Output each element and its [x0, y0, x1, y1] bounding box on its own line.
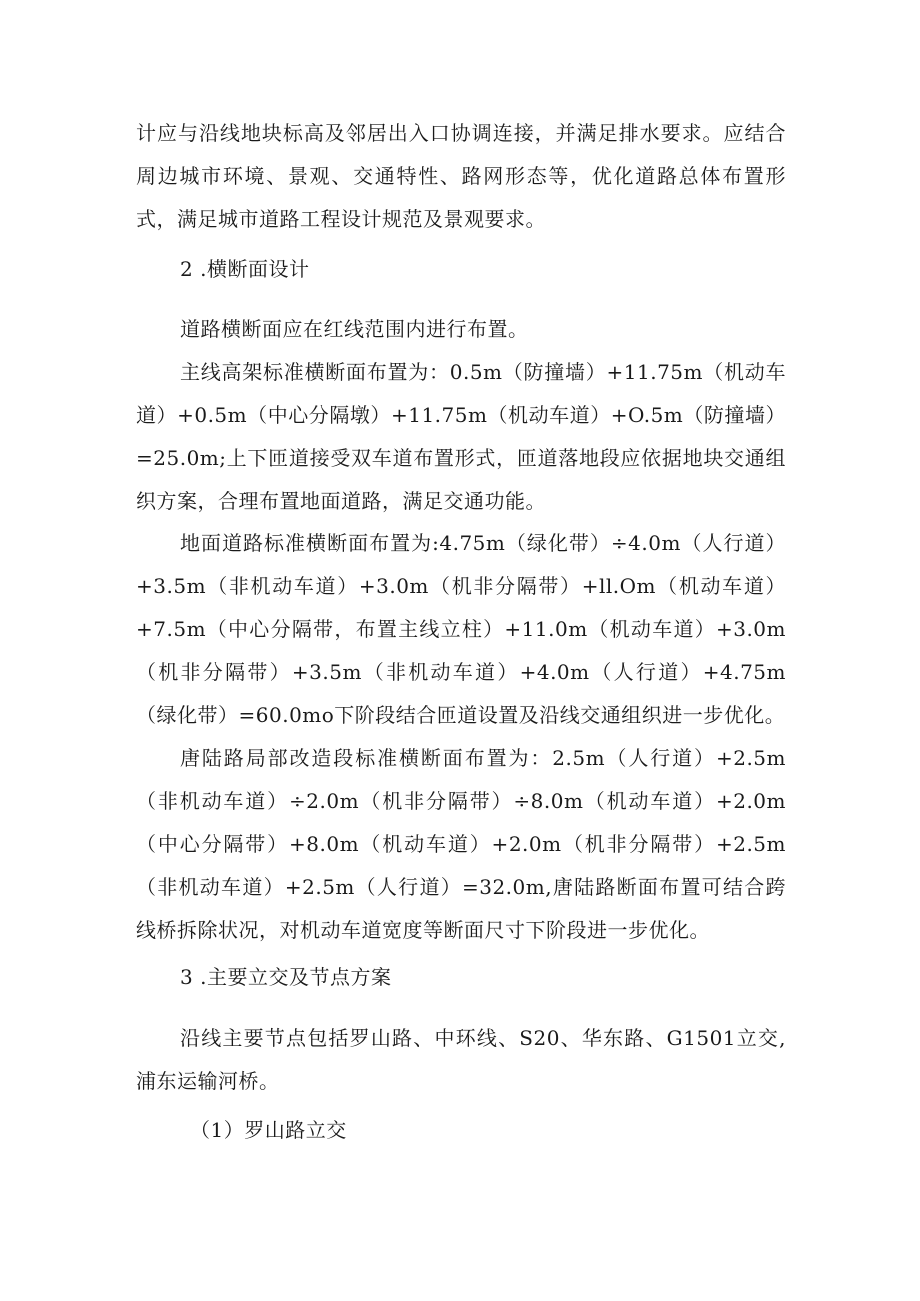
paragraph-main-nodes: 沿线主要节点包括罗山路、中环线、S20、华东路、G1501立交,浦东运输河桥。 — [136, 1026, 786, 1093]
paragraph-elevated-cross-section: 主线高架标准横断面布置为：0.5m（防撞墙）+11.75m（机动车道）+0.5m（中心分隔墩）+11.75m（机动车道）+O.5m（防撞墙）=25.0m;上下匝道接受双车道布置形式，匝道落地段应依据地块交通组织方案，合理布置地面道路，满足交通功能。 — [136, 360, 786, 513]
subheading-luoshan-interchange: （1）罗山路立交 — [190, 1118, 347, 1142]
paragraph-ground-road-cross-section: 地面道路标准横断面布置为:4.75m（绿化带）÷4.0m（人行道）+3.5m（非机动车道）+3.0m（机非分隔带）+ll.Om（机动车道）+7.5m（中心分隔带，布置主线立柱）+11.0m（机动车道）+3.0m（机非分隔带）+3.5m（非机动车道）+4.0m（人行道）+4.75m（绿化带）=60.0mo下阶段结合匝道设置及沿线交通组织进一步优化。 — [136, 531, 786, 727]
paragraph-tanglu-road-cross-section: 唐陆路局部改造段标准横断面布置为：2.5m（人行道）+2.5m（非机动车道）÷2.0m（机非分隔带）÷8.0m（机动车道）+2.0m（中心分隔带）+8.0m（机动车道）+2.0m（机非分隔带）+2.5m（非机动车道）+2.5m（人行道）=32.0m,唐陆路断面布置可结合跨线桥拆除状况，对机动车道宽度等断面尺寸下阶段进一步优化。 — [136, 746, 786, 942]
section-heading-interchanges: 3 .主要立交及节点方案 — [180, 965, 392, 989]
paragraph-drainage-layout: 计应与沿线地块标高及邻居出入口协调连接，并满足排水要求。应结合周边城市环境、景观、交通特性、路网形态等，优化道路总体布置形式，满足城市道路工程设计规范及景观要求。 — [136, 121, 786, 231]
section-heading-cross-section: 2 .横断面设计 — [180, 257, 310, 281]
paragraph-red-line: 道路横断面应在红线范围内进行布置。 — [180, 317, 529, 341]
